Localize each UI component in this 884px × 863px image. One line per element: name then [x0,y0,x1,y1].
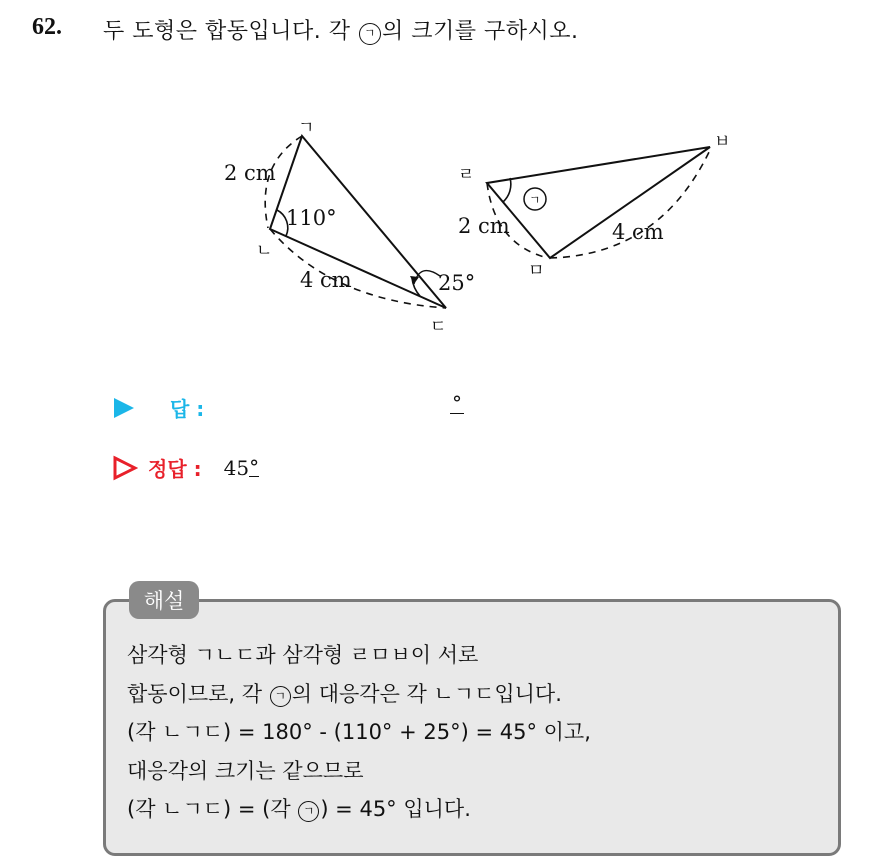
answer-label: 답 : [170,397,205,421]
angle-mark-giyeok: ㄱ [529,193,541,207]
circled-angle-label: ㄱ [270,686,291,707]
problem-text-before: 두 도형은 합동입니다. 각 [103,19,358,44]
vertex-label-mieum: ㅁ [528,261,545,281]
correct-answer-row [112,453,259,482]
answer-row [112,393,204,422]
problem-number: 62. [32,14,62,40]
explanation-line [127,675,827,714]
explanation-line-text: 대응각의 크기는 같으므로 [127,758,364,783]
explanation-tag: 해설 [129,581,199,619]
explanation-line [127,790,827,829]
correct-answer-play-icon [112,455,138,481]
angle-label-110: 110° [286,206,337,230]
side-label-2cm-triangle-2: 2 cm [458,214,510,238]
angle-25-arrow-head [410,276,419,284]
problem-text-after: 의 크기를 구하시오. [382,19,579,44]
side-label-2cm-triangle-1: 2 cm [224,161,276,185]
side-label-4cm-triangle-2: 4 cm [612,220,664,244]
vertex-label-rieul: ㄹ [458,165,475,185]
answer-blank-field[interactable]: ° [452,391,462,415]
correct-answer-unit: ° [249,455,260,479]
explanation-line [127,752,827,791]
side-label-4cm-triangle-1: 4 cm [300,268,352,292]
congruent-triangles-figure [0,0,884,360]
angle-label-25: 25° [438,271,476,295]
correct-answer-value: 45 [223,455,250,480]
vertex-label-nieun: ㄴ [256,241,273,261]
explanation-line [127,713,827,752]
triangle-2-outline [487,147,710,258]
triangle-2 [458,132,730,281]
explanation-line-text: 삼각형 ㄱㄴㄷ과 삼각형 ㄹㅁㅂ이 서로 [127,643,479,667]
triangle-2-angle-arc-r [503,178,511,202]
explanation-line-text: (각 ㄴㄱㄷ) = (각 [127,797,298,821]
explanation-line-text: (각 ㄴㄱㄷ) = 180° - (110° + 25°) = 45° 이고, [127,720,591,744]
circled-angle-label: ㄱ [298,801,319,822]
triangle-1 [224,118,475,337]
explanation-line [127,636,827,675]
circled-angle-label: ㄱ [359,23,381,45]
answer-play-icon [112,396,136,420]
explanation-text [127,636,827,829]
vertex-label-digeut: ㄷ [430,317,447,337]
explanation-line-text: 합동이므로, 각 [127,681,269,706]
explanation-line-text: ) = 45° 입니다. [320,797,471,821]
correct-answer-label: 정답 : [148,457,202,481]
explanation-line-text: 의 대응각은 각 ㄴㄱㄷ입니다. [291,681,562,706]
vertex-label-giyeok: ㄱ [298,118,315,138]
vertex-label-bieup: ㅂ [714,132,731,152]
